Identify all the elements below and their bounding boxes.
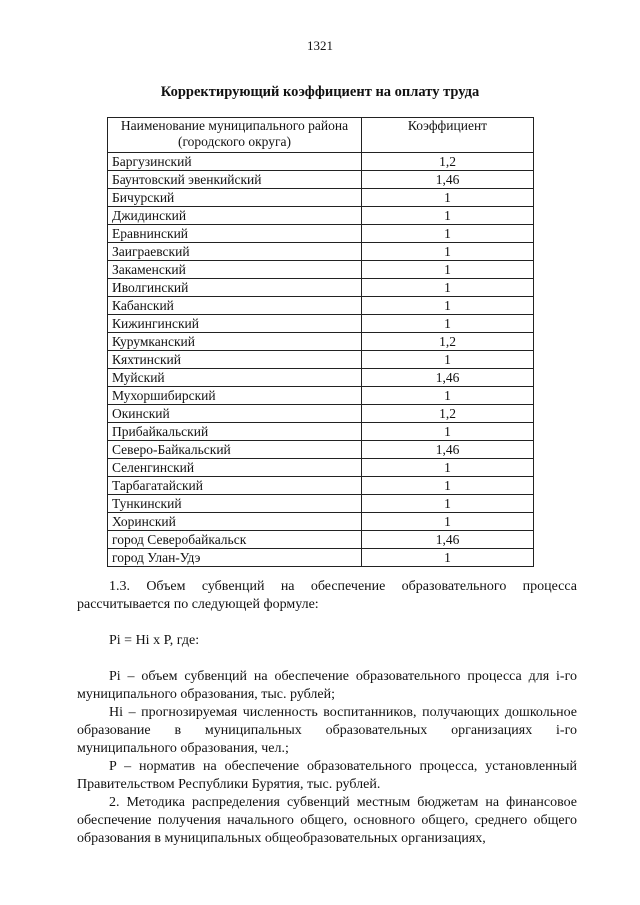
table-row xyxy=(108,153,534,171)
table-row xyxy=(108,513,534,531)
coefficient-value: 1 xyxy=(362,549,534,567)
municipality-name: Иволгинский xyxy=(108,279,362,297)
coefficient-value: 1 xyxy=(362,189,534,207)
table-row xyxy=(108,351,534,369)
table-row xyxy=(108,225,534,243)
municipality-name: Прибайкальский xyxy=(108,423,362,441)
paragraph-1-3: 1.3. Объем субвенций на обеспечение образовательного процесса рассчитывается по следующей формуле: xyxy=(77,579,577,612)
municipality-name: Заиграевский xyxy=(108,243,362,261)
municipality-name: Тункинский xyxy=(108,495,362,513)
header-municipality: Наименование муниципального района (городского округа) xyxy=(108,118,362,153)
municipality-name: Кабанский xyxy=(108,297,362,315)
table-row xyxy=(108,549,534,567)
coefficient-value: 1,2 xyxy=(362,333,534,351)
coefficient-value: 1,46 xyxy=(362,531,534,549)
table-row xyxy=(108,297,534,315)
table-row xyxy=(108,207,534,225)
table-row xyxy=(108,261,534,279)
table-row xyxy=(108,189,534,207)
coefficient-value: 1 xyxy=(362,477,534,495)
municipality-name: Окинский xyxy=(108,405,362,423)
coefficient-value: 1 xyxy=(362,225,534,243)
coefficient-value: 1 xyxy=(362,459,534,477)
municipality-name: Хоринский xyxy=(108,513,362,531)
table-row xyxy=(108,423,534,441)
table-row xyxy=(108,171,534,189)
paragraph-p: P – норматив на обеспечение образовательного процесса, установленный Правительством Республики Бурятия, тыс. рублей. xyxy=(77,759,577,792)
coefficient-value: 1 xyxy=(362,243,534,261)
municipality-name: Мухоршибирский xyxy=(108,387,362,405)
coefficient-value: 1 xyxy=(362,207,534,225)
paragraph-pi: Pi – объем субвенций на обеспечение образовательного процесса для i-го муниципального образования, тыс. рублей; xyxy=(77,669,577,702)
coefficient-value: 1,46 xyxy=(362,171,534,189)
coefficient-value: 1 xyxy=(362,297,534,315)
coefficient-value: 1,2 xyxy=(362,405,534,423)
coefficient-value: 1,2 xyxy=(362,153,534,171)
table-header-row xyxy=(108,118,534,153)
table-row xyxy=(108,441,534,459)
municipality-name: Курумканский xyxy=(108,333,362,351)
coefficient-value: 1,46 xyxy=(362,369,534,387)
header-coefficient: Коэффициент xyxy=(362,118,534,153)
municipality-name: Тарбагатайский xyxy=(108,477,362,495)
municipality-name: Бичурский xyxy=(108,189,362,207)
coefficient-value: 1 xyxy=(362,495,534,513)
coefficient-value: 1 xyxy=(362,261,534,279)
coefficient-table xyxy=(107,117,534,567)
coefficient-value: 1 xyxy=(362,513,534,531)
municipality-name: Баргузинский xyxy=(108,153,362,171)
table-row xyxy=(108,387,534,405)
table-row xyxy=(108,459,534,477)
table-row xyxy=(108,333,534,351)
table-title: Корректирующий коэффициент на оплату труда xyxy=(160,84,480,100)
table-row xyxy=(108,405,534,423)
coefficient-value: 1 xyxy=(362,387,534,405)
coefficient-value: 1,46 xyxy=(362,441,534,459)
municipality-name: Муйский xyxy=(108,369,362,387)
coefficient-value: 1 xyxy=(362,279,534,297)
table-row xyxy=(108,477,534,495)
table-row xyxy=(108,369,534,387)
municipality-name: Селенгинский xyxy=(108,459,362,477)
body-text xyxy=(77,578,577,848)
municipality-name: Джидинский xyxy=(108,207,362,225)
table-row xyxy=(108,531,534,549)
table-row xyxy=(108,315,534,333)
municipality-name: Кижингинский xyxy=(108,315,362,333)
municipality-name: Еравнинский xyxy=(108,225,362,243)
municipality-name: Закаменский xyxy=(108,261,362,279)
table-row xyxy=(108,279,534,297)
municipality-name: Кяхтинский xyxy=(108,351,362,369)
table-row xyxy=(108,495,534,513)
municipality-name: город Улан-Удэ xyxy=(108,549,362,567)
formula: Pi = Hi x P, где: xyxy=(109,633,200,648)
coefficient-value: 1 xyxy=(362,351,534,369)
paragraph-2: 2. Методика распределения субвенций местным бюджетам на финансовое обеспечение получения начального общего, основного общего, среднего общего образования в муниципальных общеобразовательных организациях, xyxy=(77,795,577,846)
municipality-name: Баунтовский эвенкийский xyxy=(108,171,362,189)
table-body xyxy=(108,153,534,567)
coefficient-value: 1 xyxy=(362,315,534,333)
coefficient-value: 1 xyxy=(362,423,534,441)
municipality-name: город Северобайкальск xyxy=(108,531,362,549)
page-number: 1321 xyxy=(307,38,333,53)
table-row xyxy=(108,243,534,261)
municipality-name: Северо-Байкальский xyxy=(108,441,362,459)
paragraph-hi: Hi – прогнозируемая численность воспитанников, получающих дошкольное образование в муниципальных образовательных организациях i-го муниципального образования, чел.; xyxy=(77,705,577,756)
